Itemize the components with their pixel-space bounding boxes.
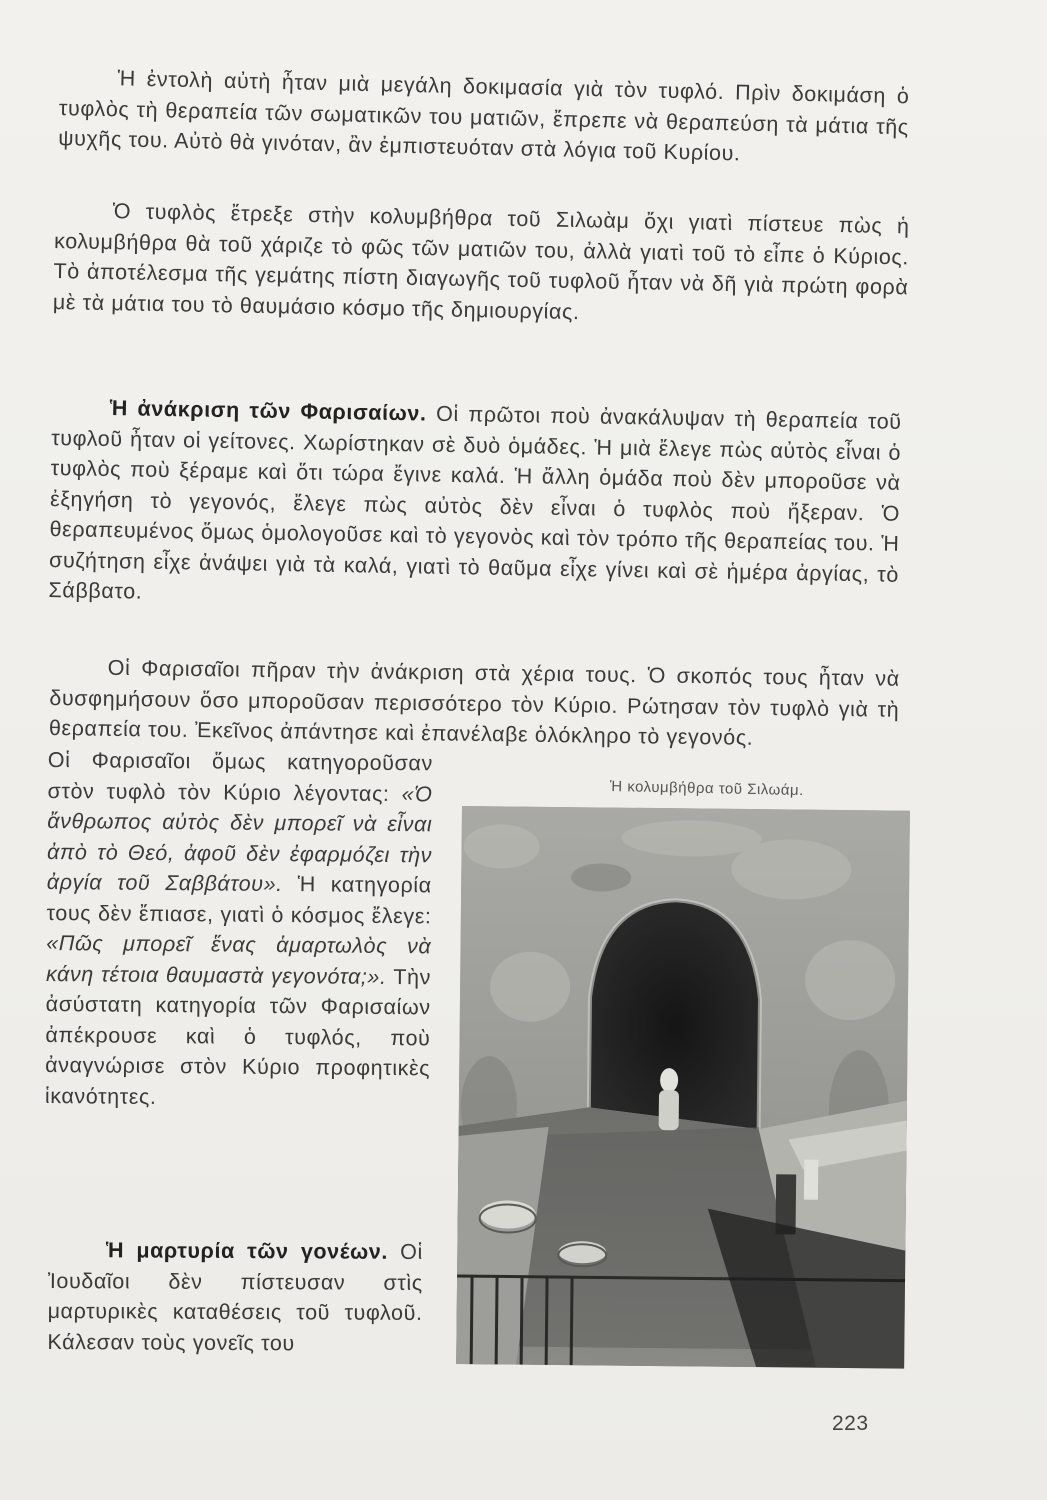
paragraph-2-text: Ὁ τυφλὸς ἔτρεξε στὴν κολυμβήθρα τοῦ Σιλωὰμ ὄχι γιατὶ πίστευε πὼς ἡ κολυμβήθρα θὰ τοῦ χάριζε τὸ φῶς τῶν ματιῶν του, ἀλλὰ γιατὶ τοῦ τὸ εἶπε ὁ Κύριος. Τὸ ἀποτέλεσμα τῆς γεμάτης πίστη διαγωγῆς τοῦ τυφλοῦ ἦταν νὰ δῆ γιὰ πρώτη φορὰ μὲ τὰ μάτια του τὸ θαυμάσιο κόσμο τῆς δημιουργίας.: [52, 199, 910, 324]
paragraph-5-text-c: Τὴν ἀσύστατη κατηγορία τῶν Φαρισαίων ἀπέκρουσε καὶ ὁ τυφλός, ποὺ ἀναγνώρισε στὸν Κύριο προφητικὲς ἱκανότητες.: [44, 964, 432, 1109]
paragraph-2: [53, 195, 910, 333]
paragraph-6: [47, 1235, 423, 1359]
paragraph-5: [45, 745, 433, 1114]
section-heading-pharisees: Ἡ ἀνάκριση τῶν Φαρισαίων.: [109, 396, 427, 426]
paragraph-5-text-b: Ἡ κατηγορία τους δὲν ἔπιασε, γιατὶ ὁ κόσμος ἔλεγε:: [46, 872, 432, 928]
paragraph-3: [48, 392, 902, 620]
paragraph-5-quote-1: «Ὁ ἄνθρωπος αὐτὸς δὲν μπορεῖ νὰ εἶναι ἀπὸ τὸ Θεό, ἀφοῦ δὲν ἐφαρμόζει τὴν ἀργία τοῦ Σαββάτου».: [46, 781, 433, 897]
paragraph-3-text: Οἱ πρῶτοι ποὺ ἀνακάλυψαν τὴ θεραπεία τοῦ τυφλοῦ ἦταν οἱ γείτονες. Χωρίστηκαν σὲ δυὸ ὁμάδες. Ἡ μιὰ ἔλεγε πὼς αὐτὸς εἶναι ὁ τυφλὸς ποὺ ξέραμε καὶ ὅτι τώρα ἔγινε καλά. Ἡ ἄλλη ὁμάδα ποὺ δὲν μποροῦσε νὰ ἐξηγήση τὸ γεγονός, ἔλεγε πὼς αὐτὸς δὲν εἶναι ὁ τυφλὸς ποὺ ἤξεραν. Ὁ θεραπευμένος ὅμως ὁμολογοῦσε καὶ τὸ γεγονὸς καὶ τὸν τρόπο τῆς θεραπείας του. Ἡ συζήτηση εἶχε ἀνάψει γιὰ τὰ καλά, γιατὶ τὸ θαῦμα εἶχε γίνει καὶ σὲ ἡμέρα ἀργίας, τὸ Σάββατο.: [48, 401, 902, 604]
paragraph-6-text: Οἱ Ἰουδαῖοι δὲν πίστευσαν στὶς μαρτυρικὲς καταθέσεις τοῦ τυφλοῦ. Κάλεσαν τοὺς γονεῖς του: [47, 1239, 423, 1355]
paragraph-4-text: Οἱ Φαρισαῖοι πῆραν τὴν ἀνάκριση στὰ χέρια τους. Ὁ σκοπός τους ἦταν νὰ δυσφημήσουν ὅσο μποροῦσαν περισσότερο τὸν Κύριο. Ρώτησαν τὸν τυφλὸ γιὰ τὴ θεραπεία του. Ἐκεῖνος ἀπάντησε καὶ ἐπανέλαβε ὁλόκληρο τὸ γεγονός.: [48, 655, 900, 750]
page-number: 223: [832, 1412, 869, 1435]
paragraph-5-text-a: Οἱ Φαρισαῖοι ὅμως κατηγοροῦσαν στὸν τυφλὸ τὸν Κύριο λέγοντας:: [47, 747, 433, 806]
siloam-pool-photo: [456, 806, 910, 1369]
paragraph-5-quote-2: «Πῶς μπορεῖ ἕνας ἁμαρτωλὸς νὰ κάνη τέτοια θαυμαστὰ γεγονότα;».: [45, 930, 432, 989]
section-heading-parents: Ἡ μαρτυρία τῶν γονέων.: [105, 1238, 389, 1264]
paragraph-1-text: Ἡ ἐντολὴ αὐτὴ ἦταν μιὰ μεγάλη δοκιμασία γιὰ τὸν τυφλό. Πρὶν δοκιμάση ὁ τυφλὸς τὴ θεραπεία τῶν σωματικῶν του ματιῶν, ἔπρεπε νὰ θεραπεύση τὰ μάτια τῆς ψυχῆς του. Αὐτὸ θὰ γινόταν, ἂν ἐμπιστευόταν στὰ λόγια τοῦ Κυρίου.: [58, 66, 910, 166]
paragraph-1: [58, 62, 910, 173]
figure-caption: Ἡ κολυμβήθρα τοῦ Σιλωάμ.: [609, 778, 804, 800]
paragraph-4: [49, 652, 900, 755]
